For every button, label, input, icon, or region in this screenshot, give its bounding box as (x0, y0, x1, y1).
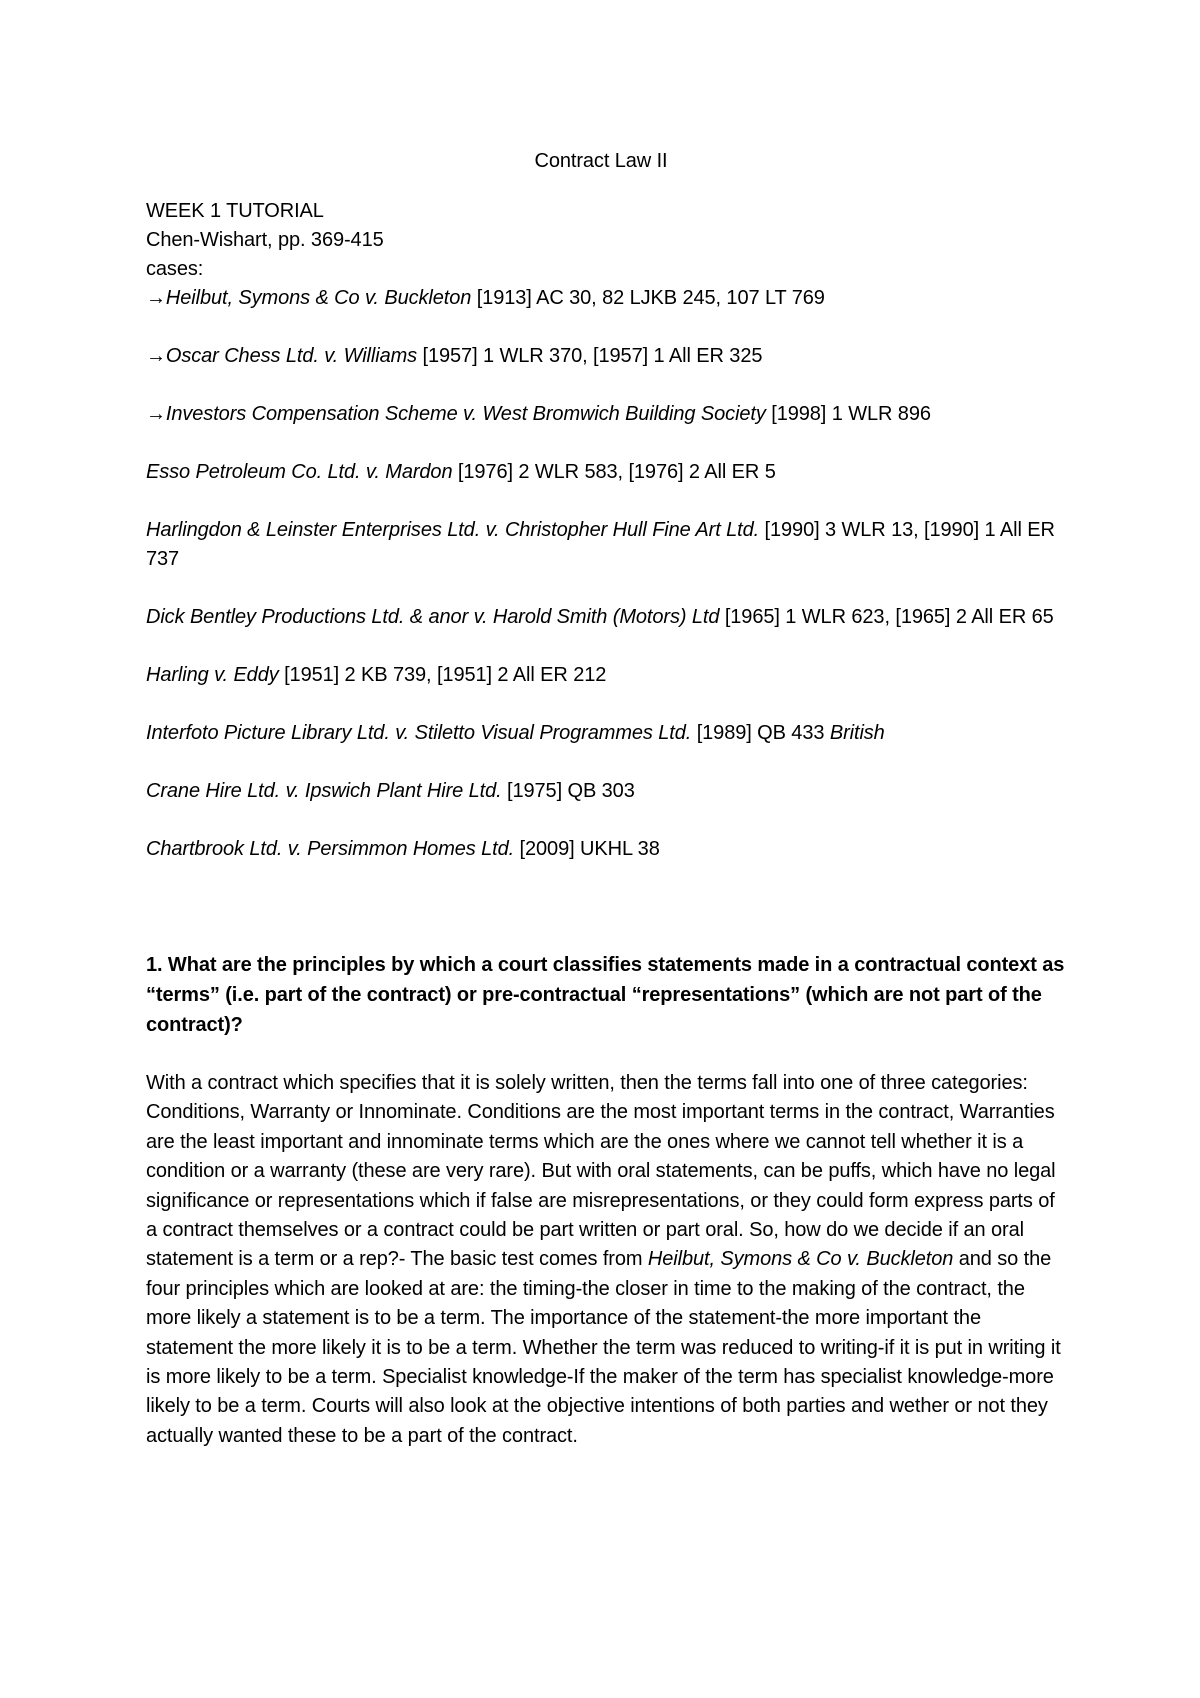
case-citation-suffix: British (829, 722, 885, 744)
case-entry (146, 516, 1066, 574)
answer-text-part2: and so the four principles which are looked at are: the timing-the closer in time to the making of the contract, the more likely a statement is to be a term. The importance of the statement-the more important the statement the more likely it is to be a term. Whether the term was reduced to writing-if it is put in writing it is more likely to be a term. Specialist knowledge-If the maker of the term has specialist knowledge-more likely to be a term. Courts will also look at the objective intentions of both parties and wether or not they actually wanted these to be a part of the contract. (146, 1248, 1061, 1447)
case-name: Investors Compensation Scheme v. West Bromwich Building Society (165, 403, 766, 425)
arrow-icon: → (146, 345, 166, 367)
case-name: Heilbut, Symons & Co v. Buckleton (165, 287, 472, 309)
case-citation: [1975] QB 303 (501, 780, 635, 802)
arrow-icon: → (146, 403, 166, 425)
case-citation: [2009] UKHL 38 (514, 838, 660, 860)
case-citation: [1998] 1 WLR 896 (765, 403, 931, 425)
case-name: Esso Petroleum Co. Ltd. v. Mardon (146, 461, 453, 483)
case-entry (146, 284, 1066, 313)
case-name: Oscar Chess Ltd. v. Williams (165, 345, 418, 367)
answer-text-part1: With a contract which specifies that it is solely written, then the terms fall into one of three categories: Conditions, Warranty or Innominate. Conditions are the most important terms in the contract, Warranties are the least important and innominate terms which are the ones where we cannot tell whether it is a condition or a warranty (these are very rare). But with oral statements, can be puffs, which have no legal significance or representations which if false are misrepresentations, or they could form express parts of a contract themselves or a contract could be part written or part oral. So, how do we decide if an oral statement is a term or a rep?- The basic test comes from (146, 1072, 1056, 1271)
case-citation: [1990] 3 WLR 13, [1990] 1 All ER 737 (146, 519, 1055, 570)
cases-label: cases: (146, 258, 204, 280)
case-entry (146, 342, 1066, 371)
reading-reference: Chen-Wishart, pp. 369-415 (146, 229, 384, 251)
case-name: Harlingdon & Leinster Enterprises Ltd. v. Christopher Hull Fine Art Ltd. (146, 519, 760, 541)
case-name: Interfoto Picture Library Ltd. v. Stiletto Visual Programmes Ltd. (146, 722, 692, 744)
case-entry (146, 458, 1066, 487)
answer-case-reference: Heilbut, Symons & Co v. Buckleton (647, 1248, 954, 1271)
tutorial-question: 1. What are the principles by which a court classifies statements made in a contractual context as “terms” (i.e. part of the contract) or pre-contractual “representations” (which are not part of the contract)? (146, 954, 1065, 1036)
case-name: Chartbrook Ltd. v. Persimmon Homes Ltd. (146, 838, 515, 860)
arrow-icon: → (146, 287, 166, 309)
document-title: Contract Law II (534, 150, 668, 172)
case-name: Harling v. Eddy (146, 664, 279, 686)
case-name: Crane Hire Ltd. v. Ipswich Plant Hire Ltd. (146, 780, 502, 802)
case-entry (146, 835, 1066, 864)
week-heading: WEEK 1 TUTORIAL (146, 200, 324, 222)
case-citation: [1913] AC 30, 82 LJKB 245, 107 LT 769 (471, 287, 825, 309)
case-entry (146, 400, 1066, 429)
case-entry (146, 719, 1066, 748)
case-citation: [1965] 1 WLR 623, [1965] 2 All ER 65 (719, 606, 1054, 628)
question-answer (146, 1069, 1066, 1451)
document-body (146, 147, 1066, 1451)
case-entry (146, 777, 1066, 806)
case-name: Dick Bentley Productions Ltd. & anor v. Harold Smith (Motors) Ltd (146, 606, 720, 628)
case-citation: [1989] QB 433 (691, 722, 830, 744)
case-citation: [1957] 1 WLR 370, [1957] 1 All ER 325 (417, 345, 763, 367)
case-entry (146, 661, 1066, 690)
case-citation: [1976] 2 WLR 583, [1976] 2 All ER 5 (452, 461, 776, 483)
case-entry (146, 603, 1066, 632)
case-citation: [1951] 2 KB 739, [1951] 2 All ER 212 (278, 664, 607, 686)
